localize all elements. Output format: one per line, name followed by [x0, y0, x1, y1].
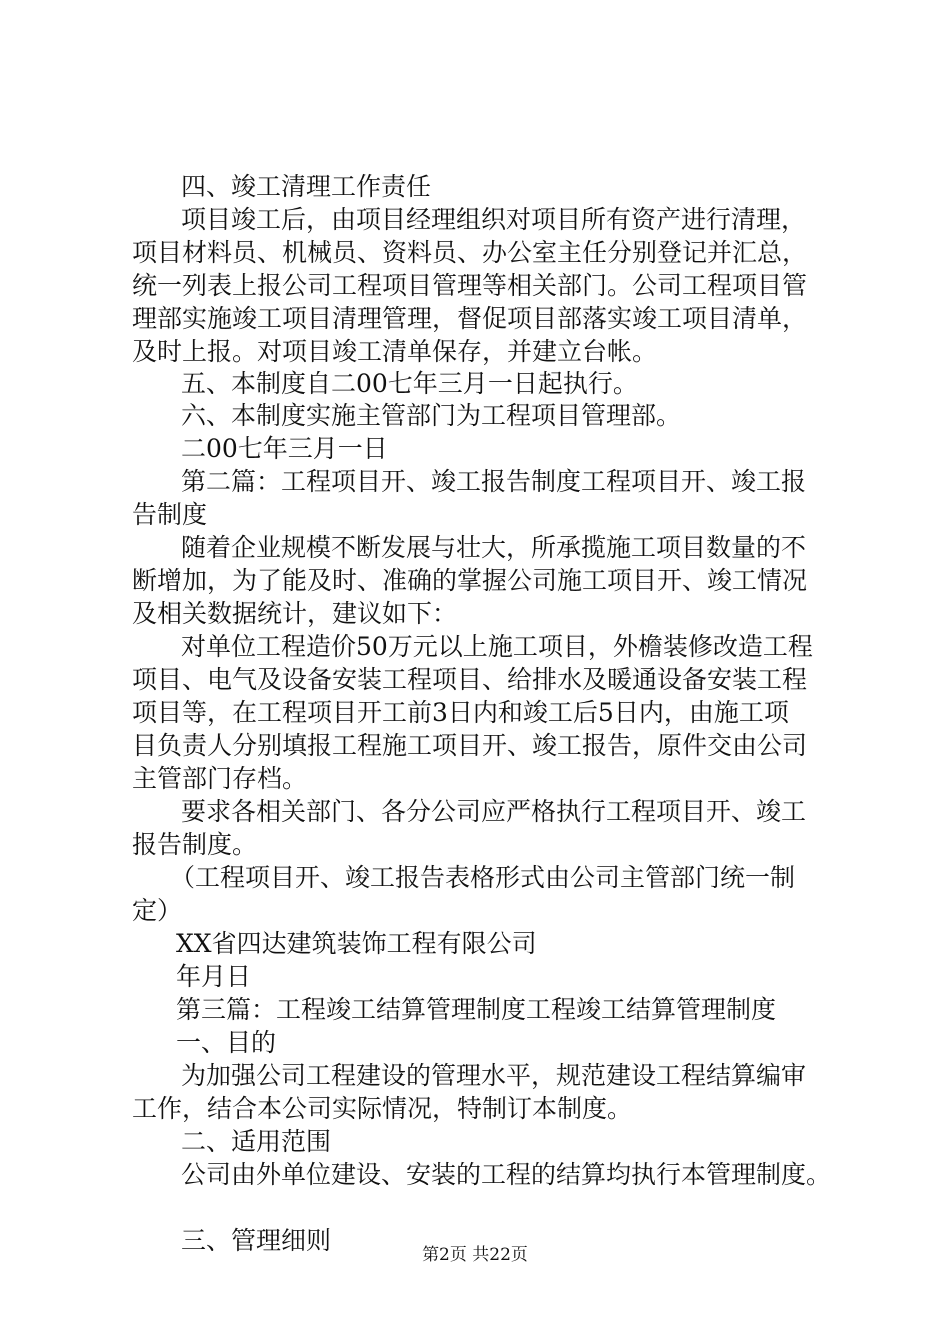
section-heading-2: 二、适用范围: [181, 1127, 332, 1156]
section-heading-1: 一、目的: [176, 1028, 277, 1057]
chapter-title: 第三篇：工程竣工结算管理制度工程竣工结算管理制度: [176, 995, 777, 1024]
paragraph-line: 及时上报。对项目竣工清单保存，并建立台帐。: [132, 337, 658, 366]
page-footer: 第2页 共22页: [422, 1245, 528, 1265]
paragraph-line: （工程项目开、竣工报告表格形式由公司主管部门统一制: [170, 863, 796, 892]
section-heading-3: 三、管理细则: [181, 1226, 332, 1255]
paragraph-line: 主管部门存档。: [132, 764, 308, 793]
paragraph-line: 要求各相关部门、各分公司应严格执行工程项目开、竣工: [181, 797, 807, 826]
section-heading-6: 六、本制度实施主管部门为工程项目管理部。: [181, 401, 682, 430]
section-heading-5: 五、本制度自二00七年三月一日起执行。: [181, 369, 638, 398]
paragraph-line: 为加强公司工程建设的管理水平，规范建设工程结算编审: [181, 1061, 807, 1090]
paragraph-line: 项目等，在工程项目开工前3日内和竣工后5日内，由施工项: [132, 698, 789, 727]
paragraph-line: 随着企业规模不断发展与壮大，所承揽施工项目数量的不: [181, 533, 807, 562]
section-heading-4: 四、竣工清理工作责任: [181, 172, 432, 201]
paragraph-line: 报告制度。: [132, 830, 258, 859]
paragraph-line: 目负责人分别填报工程施工项目开、竣工报告，原件交由公司: [132, 731, 808, 760]
paragraph-line: 对单位工程造价50万元以上施工项目，外檐装修改造工程: [181, 632, 813, 661]
paragraph-line: 项目竣工后，由项目经理组织对项目所有资产进行清理，: [181, 205, 807, 234]
paragraph-line: 项目材料员、机械员、资料员、办公室主任分别登记并汇总，: [132, 238, 808, 267]
paragraph-line: 项目、电气及设备安装工程项目、给排水及暖通设备安装工程: [132, 665, 808, 694]
paragraph-line: 定）: [132, 896, 183, 925]
date-placeholder: 年月日: [176, 962, 252, 991]
company-name: XX省四达建筑装饰工程有限公司: [176, 929, 537, 958]
chapter-title: 第二篇：工程项目开、竣工报告制度工程项目开、竣工报: [181, 467, 807, 496]
paragraph-line: 公司由外单位建设、安装的工程的结算均执行本管理制度。: [181, 1160, 832, 1189]
date-line: 二00七年三月一日: [181, 434, 388, 463]
paragraph-line: 及相关数据统计，建议如下：: [132, 599, 458, 628]
chapter-title-cont: 告制度: [132, 500, 208, 529]
paragraph-line: 断增加，为了能及时、准确的掌握公司施工项目开、竣工情况: [132, 566, 808, 595]
paragraph-line: 工作，结合本公司实际情况，特制订本制度。: [132, 1094, 633, 1123]
paragraph-line: 理部实施竣工项目清理管理，督促项目部落实竣工项目清单，: [132, 304, 808, 333]
paragraph-line: 统一列表上报公司工程项目管理等相关部门。公司工程项目管: [132, 271, 808, 300]
